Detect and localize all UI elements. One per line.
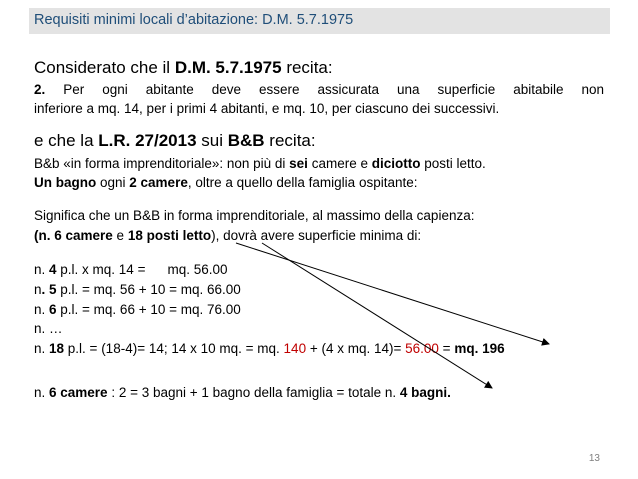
calc-r2-expr: p.l. = mq. 56 + 10 = mq. 66.00 — [56, 282, 241, 297]
bagni-total: 4 bagni. — [399, 385, 451, 400]
lr-line1-e: posti letto. — [420, 156, 486, 171]
bagni-prefix: n. — [34, 385, 50, 400]
calc-r5-num: 18 — [49, 341, 65, 356]
calc-r3-expr: p.l. = mq. 66 + 10 = mq. 76.00 — [56, 302, 241, 317]
calc-r5-total: mq. 196 — [454, 341, 505, 356]
dm-article-line2: inferiore a mq. 14, per i primi 4 abitanti, e mq. 10, per ciascuno dei successivi. — [34, 101, 500, 116]
calc-row-ellipsis: n. … — [34, 321, 63, 336]
dm-intro-post: recita: — [281, 58, 333, 77]
calc-r1-num: 4 — [49, 262, 57, 277]
meaning-line1: Significa che un B&B in forma imprenditoriale, al massimo della capienza: — [34, 208, 475, 223]
calc-r1-prefix: n. — [34, 262, 50, 277]
dm-article-number: 2. — [34, 82, 46, 97]
calc-r3-num: 6 — [49, 302, 57, 317]
lr-intro-pre: e che la — [34, 131, 99, 150]
calc-r2-num: . 5 — [41, 282, 57, 297]
meaning-posti: 18 posti letto — [127, 228, 212, 243]
bagni-expr: : 2 = 3 bagni + 1 bagno della famiglia = totale n. — [107, 385, 400, 400]
lr-line2-b: ogni — [96, 175, 130, 190]
lr-line2-bagno: Un bagno — [34, 175, 97, 190]
calc-r1-result: mq. 56.00 — [167, 262, 228, 277]
lr-intro-bold2: B&B — [227, 131, 265, 150]
calc-r5-140: 140 — [283, 341, 307, 356]
calc-r1-expr: p.l. x mq. 14 = — [56, 262, 146, 277]
calc-r3-prefix: n. — [34, 302, 50, 317]
lr-intro-bold1: L.R. 27/2013 — [98, 131, 197, 150]
bagni-camere: 6 camere — [49, 385, 108, 400]
lr-intro-mid: sui — [196, 131, 228, 150]
arrow-camere-to-bagni — [236, 243, 549, 344]
slide-title: Requisiti minimi locali d’abitazione: D.M. 5.7.1975 — [34, 12, 354, 28]
meaning-camere: (n. 6 camere — [34, 228, 113, 243]
lr-line1-a: B&b «in forma imprenditoriale»: non più di — [34, 156, 290, 171]
page-number: 13 — [588, 453, 600, 464]
calc-r2-prefix: n — [34, 282, 42, 297]
meaning-e: e — [112, 228, 128, 243]
arrow-posti-to-result — [262, 243, 492, 388]
lr-line1-c: camere e — [307, 156, 372, 171]
lr-line1-sei: sei — [289, 156, 308, 171]
dm-intro-bold: D.M. 5.7.1975 — [174, 58, 282, 77]
lr-line2-d: , oltre a quello della famiglia ospitante: — [187, 175, 418, 190]
lr-intro-post: recita: — [264, 131, 316, 150]
calc-r5-eq: = — [438, 341, 455, 356]
calc-r5-prefix: n. — [34, 341, 50, 356]
dm-intro-pre: Considerato che il — [34, 58, 175, 77]
calc-r5-expr: p.l. = (18-4)= 14; 14 x 10 mq. = mq. — [64, 341, 284, 356]
calc-r5-expr2: + (4 x mq. 14)= — [306, 341, 406, 356]
lr-line2-camere: 2 camere — [129, 175, 188, 190]
calc-r5-56: 56.00 — [405, 341, 439, 356]
lr-line1-diciotto: diciotto — [371, 156, 421, 171]
dm-article-text1: Per ogni abitante deve essere assicurata una superficie abitabile non — [45, 82, 604, 97]
meaning-rest: ), dovrà avere superficie minima di: — [211, 228, 422, 243]
